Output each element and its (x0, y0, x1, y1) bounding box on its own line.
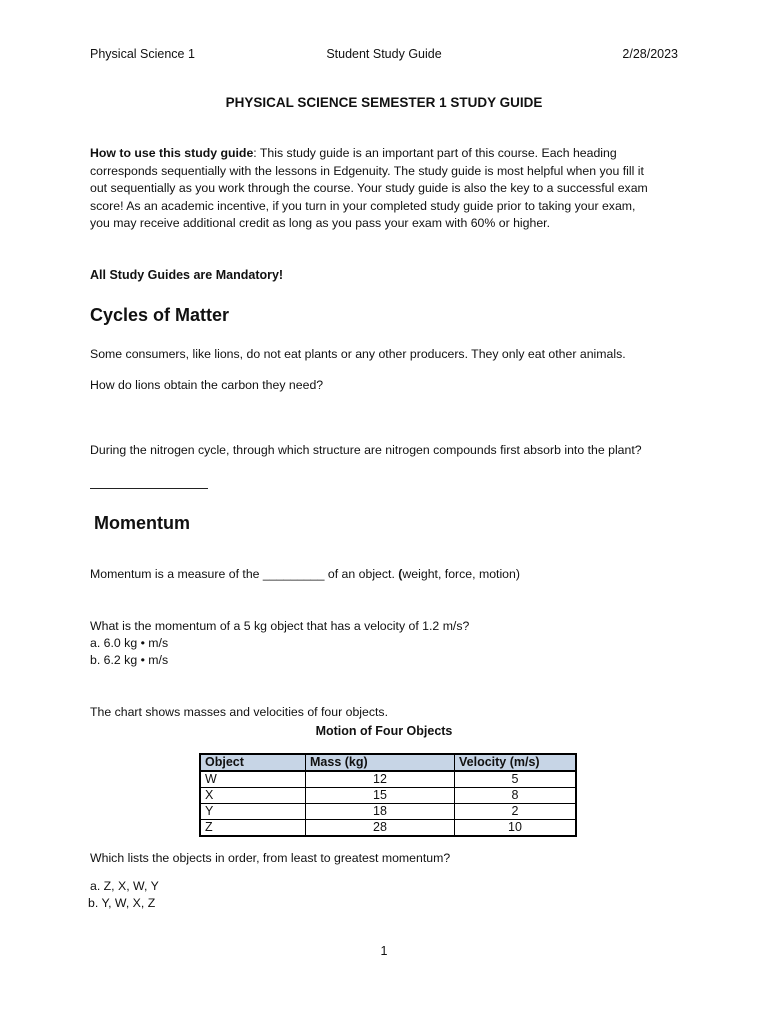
table-header-row (200, 754, 576, 771)
column-header-mass: Mass (kg) (306, 754, 455, 771)
answer-option-b: b. 6.2 kg • m/s (90, 653, 169, 667)
table-row (200, 804, 576, 820)
section-heading-cycles: Cycles of Matter (90, 305, 230, 325)
intro-label: How to use this study guide (90, 146, 254, 160)
intro-paragraph (90, 145, 650, 233)
cell-velocity: 5 (455, 771, 577, 788)
cell-mass: 12 (306, 771, 455, 788)
cell-object: X (200, 788, 306, 804)
question-paren: ( (398, 567, 403, 581)
cycles-question-nitrogen: During the nitrogen cycle, through which structure are nitrogen compounds first absorb into the plant? (90, 443, 642, 457)
header-course: Physical Science 1 (90, 47, 195, 61)
column-header-object: Object (200, 754, 306, 771)
cycles-paragraph: Some consumers, like lions, do not eat plants or any other producers. They only eat other animals. (90, 347, 626, 361)
cell-object: Z (200, 820, 306, 837)
answer-option-a: a. 6.0 kg • m/s (90, 636, 169, 650)
cycles-question-carbon: How do lions obtain the carbon they need? (90, 378, 324, 392)
mandatory-note: All Study Guides are Mandatory! (90, 268, 284, 282)
table-title: Motion of Four Objects (315, 724, 453, 738)
question-choices: weight, force, motion) (402, 567, 520, 581)
cell-mass: 28 (306, 820, 455, 837)
cell-mass: 15 (306, 788, 455, 804)
header-date: 2/28/2023 (622, 47, 678, 61)
momentum-question-order: Which lists the objects in order, from least to greatest momentum? (90, 851, 451, 865)
intro-text: : This study guide is an important part of this course. Each heading corresponds sequentially with the lessons in Edgenuity. The study guide is most helpful when you fill it out sequentially as you work through the course. Your study guide is also the key to a successful exam score! As an academic incentive, if you turn in your completed study guide prior to taking your exam, you may receive additional credit as long as you pass your exam with 60% or higher. (90, 146, 648, 231)
chart-intro: The chart shows masses and velocities of four objects. (90, 705, 388, 719)
table-row (200, 788, 576, 804)
answer-blank-line (90, 488, 208, 489)
momentum-question-measure (90, 566, 520, 584)
table-row (200, 820, 576, 837)
page-title: PHYSICAL SCIENCE SEMESTER 1 STUDY GUIDE (225, 95, 543, 110)
cell-mass: 18 (306, 804, 455, 820)
momentum-question-calc: What is the momentum of a 5 kg object that has a velocity of 1.2 m/s? (90, 619, 470, 633)
cell-object: Y (200, 804, 306, 820)
motion-table (199, 753, 577, 837)
question-text: Momentum is a measure of the _________ of an object. (90, 567, 399, 581)
cell-velocity: 2 (455, 804, 577, 820)
answer-option-b: b. Y, W, X, Z (88, 896, 156, 910)
cell-object: W (200, 771, 306, 788)
page-number: 1 (380, 944, 388, 958)
table-row (200, 771, 576, 788)
header-guide: Student Study Guide (326, 47, 442, 61)
section-heading-momentum: Momentum (94, 513, 190, 533)
cell-velocity: 10 (455, 820, 577, 837)
column-header-velocity: Velocity (m/s) (455, 754, 577, 771)
answer-option-a: a. Z, X, W, Y (90, 879, 159, 893)
cell-velocity: 8 (455, 788, 577, 804)
